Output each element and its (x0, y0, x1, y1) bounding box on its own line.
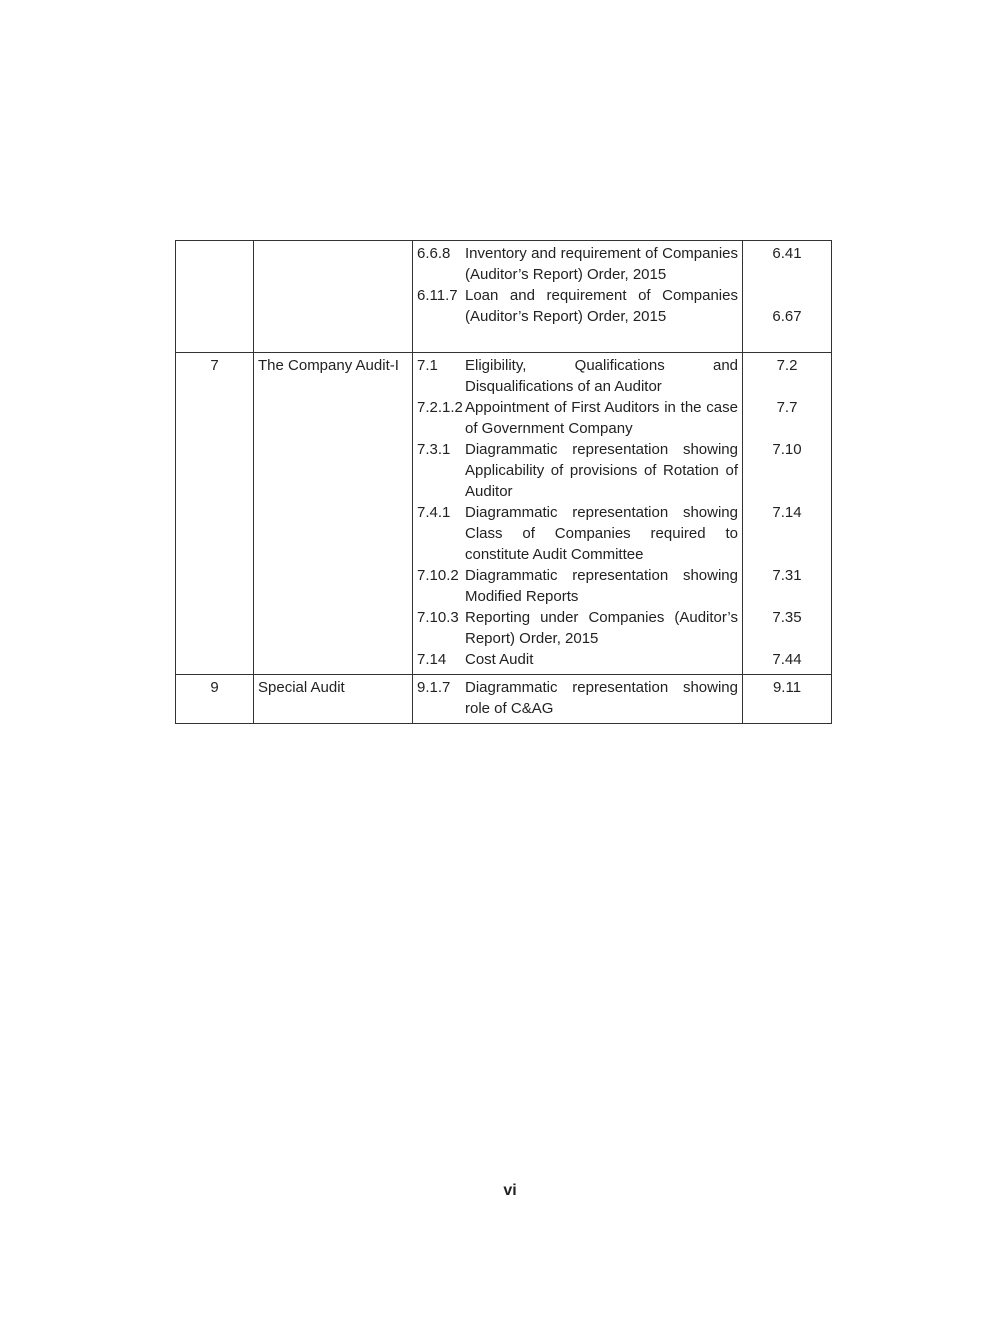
page-cell (743, 675, 832, 724)
topic-text: Reporting under Companies (Auditor’s Report) Order, 2015 (465, 609, 738, 647)
page-ref: 7.44 (772, 651, 802, 668)
topic-number: 7.14 (417, 651, 447, 668)
topic-number: 7.10.2 (417, 567, 459, 584)
topic-text: Diagrammatic representation showing Applicability of provisions of Rotation of Auditor (465, 441, 738, 500)
table-row (176, 241, 832, 353)
page-number: vi (503, 1182, 517, 1199)
page-cell (743, 353, 832, 675)
page-ref: 7.14 (772, 504, 802, 521)
topic-entry (417, 565, 738, 607)
topic-entry (417, 677, 738, 719)
unit-title: Special Audit (254, 675, 413, 724)
topic-entry (417, 649, 738, 670)
page-ref: 7.10 (772, 441, 802, 458)
topic-entry (417, 355, 738, 397)
contents-table (175, 240, 832, 724)
topic-entry (417, 607, 738, 649)
topic-number: 7.4.1 (417, 504, 451, 521)
topic-text: Diagrammatic representation showing role of C&AG (465, 679, 738, 717)
page-ref: 6.41 (772, 245, 802, 262)
unit-title: The Company Audit-I (254, 353, 413, 675)
topic-text: Diagrammatic representation showing Modified Reports (465, 567, 738, 605)
unit-title (254, 241, 413, 353)
topic-number: 6.11.7 (417, 287, 458, 304)
topic-number: 7.10.3 (417, 609, 459, 626)
topic-text: Diagrammatic representation showing Class of Companies required to constitute Audit Committee (465, 504, 738, 563)
topic-number: 7.1 (417, 357, 438, 374)
page-ref: 7.35 (772, 609, 802, 626)
topic-text: Eligibility, Qualifications and Disqualifications of an Auditor (465, 357, 738, 395)
table-row (176, 353, 832, 675)
topic-entry (417, 285, 738, 327)
unit-number: 7 (176, 353, 254, 675)
table-row (176, 675, 832, 724)
page-ref: 7.2 (776, 357, 798, 374)
topic-entry (417, 502, 738, 565)
topics-cell (413, 675, 743, 724)
topic-number: 7.3.1 (417, 441, 451, 458)
topic-number: 7.2.1.2 (417, 399, 463, 416)
page-ref: 9.11 (772, 679, 802, 696)
page-ref: 7.7 (776, 399, 798, 416)
page-ref: 6.67 (772, 308, 802, 325)
topics-cell (413, 353, 743, 675)
topic-entry (417, 243, 738, 285)
topic-text: Inventory and requirement of Companies (Auditor’s Report) Order, 2015 (465, 245, 738, 283)
page-ref: 7.31 (772, 567, 802, 584)
topic-entry (417, 397, 738, 439)
unit-number: 9 (176, 675, 254, 724)
topic-number: 9.1.7 (417, 679, 451, 696)
topic-number: 6.6.8 (417, 245, 451, 262)
topic-text: Appointment of First Auditors in the case of Government Company (465, 399, 738, 437)
topics-cell (413, 241, 743, 353)
page-cell (743, 241, 832, 353)
topic-entry (417, 439, 738, 502)
topic-text: Loan and requirement of Companies (Auditor’s Report) Order, 2015 (465, 287, 738, 325)
topic-text: Cost Audit (465, 651, 534, 668)
unit-number (176, 241, 254, 353)
